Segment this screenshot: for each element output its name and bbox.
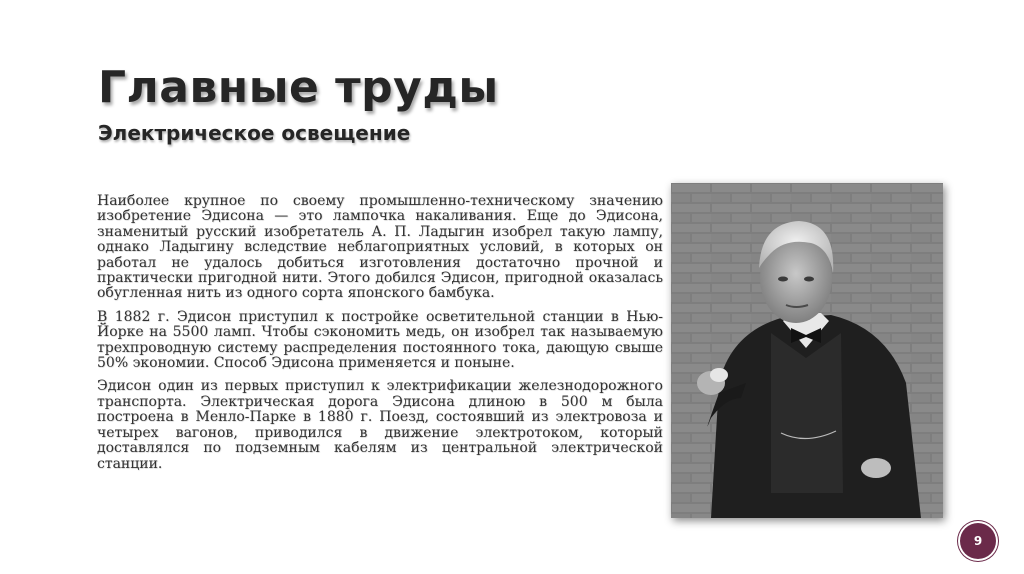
body-text [97, 194, 663, 480]
paragraph-1: Наиболее крупное по своему промышленно-техническому значению изобретение Эдисона — это лампочка накаливания. Еще до Эдисона, знаменитый русский изобретатель А. П. Ладыгин изобрел такую лампу, однако Ладыгину вследствие неблагоприятных условий, в которых он работал не удалось добиться изготовления достаточно прочной и практически пригодной нити. Этого добился Эдисон, пригодной оказалась обугленная нить из одного сорта японского бамбука. [97, 193, 663, 302]
paragraph-2: В 1882 г. Эдисон приступил к постройке осветительной станции в Нью-Йорке на 5500 ламп. Чтобы сэкономить медь, он изобрел так называемую трехпроводную систему распределения постоянного тока, дающую свыше 50% экономии. Способ Эдисона применяется и поныне. [97, 308, 663, 372]
slide-title: Главные труды [98, 62, 499, 113]
portrait-image [671, 183, 943, 518]
slide-subtitle: Электрическое освещение [98, 121, 411, 145]
paragraph-3: Эдисон один из первых приступил к электрификации железнодорожного транспорта. Электрическая дорога Эдисона длиною в 500 м была построена в Менло-Парке в 1880 г. Поезд, состоявший из электровоза и четырех вагонов, приводился в движение электротоком, который доставлялся по подземным кабелям из центральной электрической станции. [97, 378, 663, 472]
portrait-photo [671, 183, 943, 518]
page-number-badge: 9 [960, 523, 996, 559]
